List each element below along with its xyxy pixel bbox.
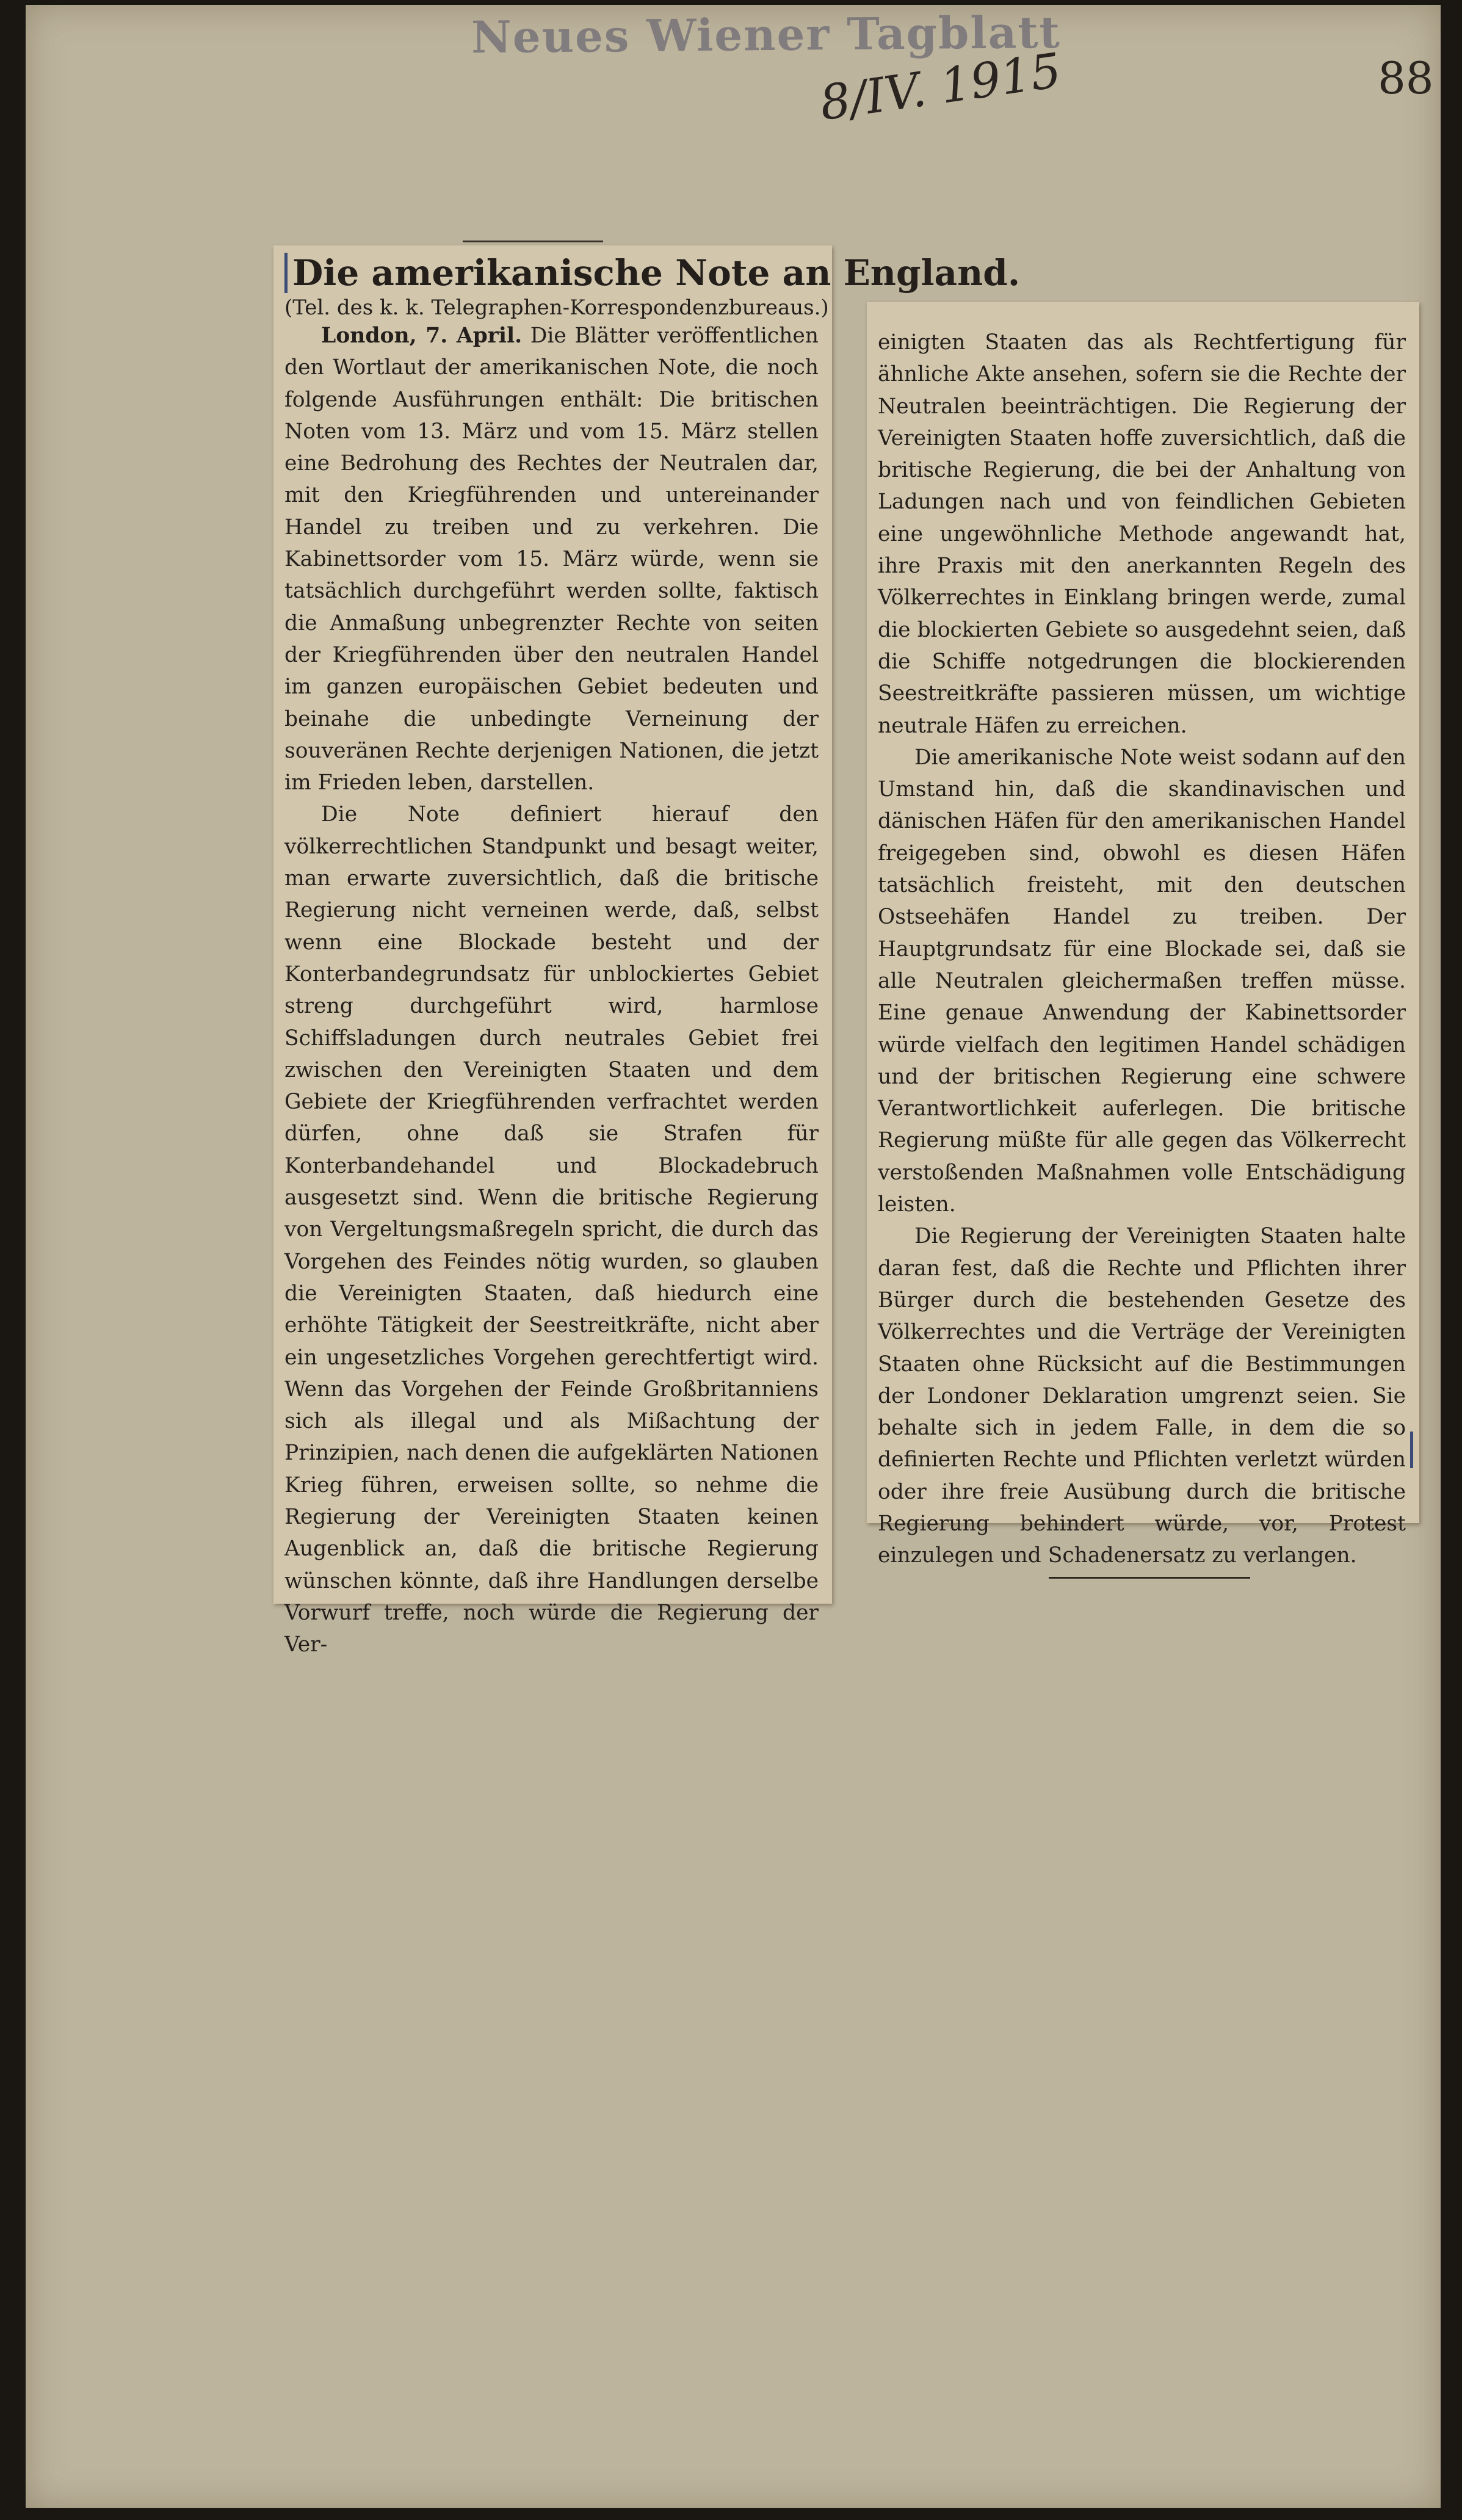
rule-line xyxy=(463,241,603,242)
paragraph: Die amerikanische Note weist sodann auf den Umstand hin, daß die skandinavischen und dänischen Häfen für den amerikanischen Handel freigegeben sind, obwohl es diesen Häfen tatsächlich freisteht, mit den deutschen Ostseehäfen Handel zu treiben. Der Hauptgrundsatz für eine Blockade sei, daß sie alle Neutralen gleichermaßen treffen müsse. Eine genaue Anwendung der Kabinettsorder würde vielfach den legitimen Handel schädigen und der britischen Regierung eine schwere Verantwortlichkeit auferlegen. Die britische Regierung müßte für alle gegen das Völkerrecht verstoßenden Maßnahmen volle Entschädigung leisten. xyxy=(878,745,1406,1217)
paragraph: einigten Staaten das als Rechtfertigung für ähnliche Akte ansehen, sofern sie die Rechte der Neutralen beeinträchtigen. Die Regierung der Vereinigten Staaten hoffe zuversichtlich, daß die britische Regierung, die bei der Anhaltung von Ladungen nach und von feindlichen Gebieten eine ungewöhnliche Methode angewandt hat, ihre Praxis mit den anerkannten Regeln des Völkerrechtes in Einklang bringen werde, zumal die blockierten Gebiete so ausgedehnt seien, daß die Schiffe notgedrungen die blockierenden Seestreitkräfte passieren müssen, um wichtige neutrale Häfen zu erreichen. xyxy=(878,330,1406,738)
clipping-column-1 xyxy=(273,245,1021,1657)
handwritten-date: 8/IV. 1915 xyxy=(816,43,1065,132)
agency-credit: (Tel. des k. k. Telegraphen-Korrespondenzbureaus.) xyxy=(284,295,829,320)
column-1-text xyxy=(284,320,819,1660)
paragraph: Die Note definiert hierauf den völkerrechtlichen Standpunkt und besagt weiter, man erwarte zuversichtlich, daß die britische Regierung nicht verneinen werde, daß, selbst wenn eine Blockade besteht und der Konterbandegrundsatz für unblockiertes Gebiet streng durchgeführt wird, harmlose Schiffsladungen durch neutrales Gebiet frei zwischen den Vereinigten Staaten und dem Gebiete der Kriegführenden verfrachtet werden dürfen, ohne daß sie Strafen für Konterbandehandel und Blockadebruch ausgesetzt sind. Wenn die britische Regierung von Vergeltungsmaßregeln spricht, die durch das Vorgehen des Feindes nötig wurden, so glauben die Vereinigten Staaten, daß hiedurch eine erhöhte Tätigkeit der Seestreitkräfte, nicht aber ein ungesetzliches Vorgehen gerechtfertigt wird. Wenn das Vorgehen der Feinde Großbritanniens sich als illegal und als Mißachtung der Prinzipien, nach denen die aufgeklärten Nationen Krieg führen, erweisen sollte, so nehme die Regierung der Vereinigten Staaten keinen Augenblick an, daß die britische Regierung wünschen könnte, daß ihre Handlungen derselbe Vorwurf treffe, noch würde die Regierung der Ver- xyxy=(284,802,819,1657)
paragraph: Die Regierung der Vereinigten Staaten halte daran fest, daß die Rechte und Pflichten ihrer Bürger durch die bestehenden Gesetze des Völkerrechtes und die Verträge der Vereinigten Staaten ohne Rücksicht auf die Bestimmungen der Londoner Deklaration umgrenzt seien. Sie behalte sich in jedem Falle, in dem die so definierten Rechte und Pflichten verletzt würden oder ihre freie Ausübung durch die britische Regierung behindert würde, vor, Protest einzulegen und Schadenersatz zu verlangen. xyxy=(878,1224,1406,1568)
pencil-mark xyxy=(1410,1432,1413,1468)
column-2-text xyxy=(878,327,1406,1579)
newspaper-stamp: Neues Wiener Tagblatt xyxy=(471,5,1062,63)
paragraph-text: Die Blätter veröffentlichen den Wortlaut der amerikanischen Note, die noch folgende Ausführungen enthält: Die britischen Noten vom 13. März und vom 15. März stellen eine Bedrohung des Rechtes der Neutralen dar, mit den Kriegführenden und untereinander Handel zu treiben und zu verkehren. Die Kabinettsorder vom 15. März würde, wenn sie tatsächlich durchgeführt werden sollte, faktisch die Anmaßung unbegrenzter Rechte von seiten der Kriegführenden über den neutralen Handel im ganzen europäischen Gebiet bedeuten und beinahe die unbedingte Verneinung der souveränen Rechte derjenigen Nationen, die jetzt im Frieden leben, darstellen. xyxy=(284,324,819,795)
paragraph xyxy=(284,320,819,798)
clipping-column-2 xyxy=(867,302,1419,1568)
end-rule xyxy=(1049,1577,1250,1579)
folio-number: 88 xyxy=(1378,52,1434,104)
article-headline: Die amerikanische Note an England. xyxy=(284,253,819,293)
dateline: London, 7. April. xyxy=(321,324,523,348)
